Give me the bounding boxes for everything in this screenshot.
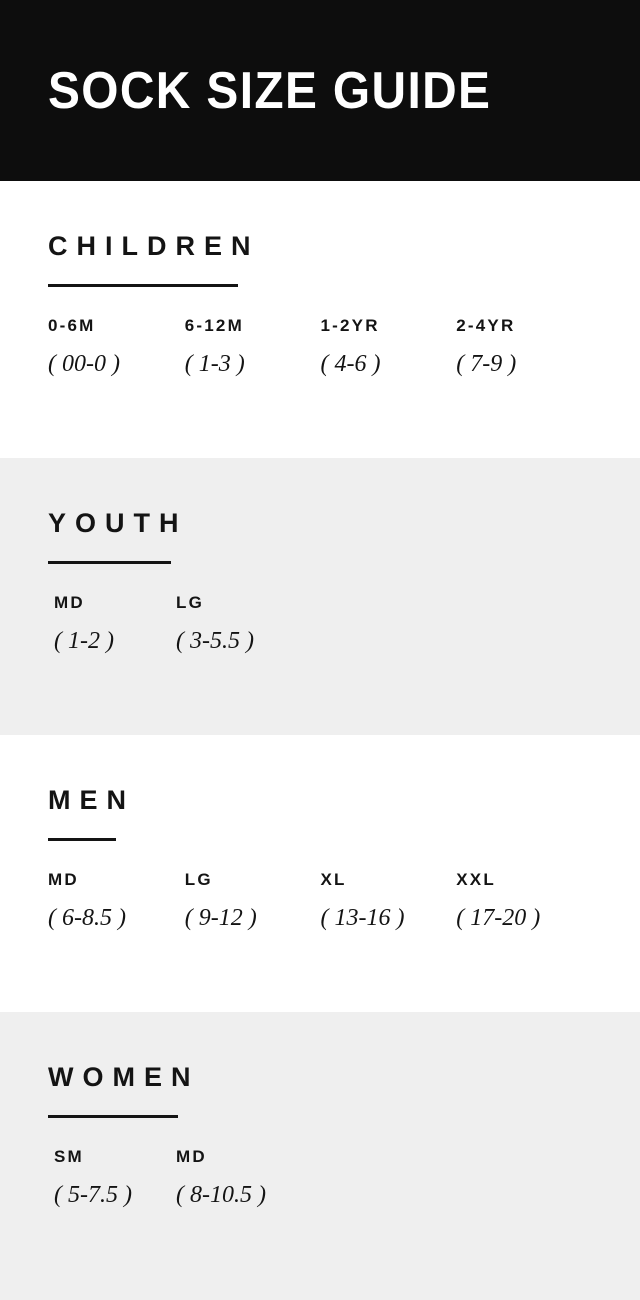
section-divider-youth: [48, 561, 171, 564]
size-item: [185, 317, 321, 376]
size-range: ( 4-6 ): [320, 351, 381, 377]
size-range: ( 1-2 ): [54, 628, 114, 654]
size-range: ( 9-12 ): [184, 905, 257, 931]
section-title-men: MEN: [48, 785, 135, 815]
size-label: 2-4YR: [456, 316, 516, 335]
size-label: XXL: [456, 870, 496, 889]
size-item: [185, 871, 321, 930]
size-item: [456, 871, 592, 930]
size-range: ( 5-7.5 ): [54, 1182, 132, 1208]
size-label: 0-6M: [48, 316, 96, 335]
size-item: [321, 871, 457, 930]
page-header: [0, 0, 640, 181]
size-range: ( 17-20 ): [456, 905, 541, 931]
section-divider-women: [48, 1115, 178, 1118]
size-item: [48, 317, 185, 376]
size-item: [54, 594, 176, 653]
size-label: XL: [320, 870, 347, 889]
size-label: MD: [48, 870, 79, 889]
section-divider-men: [48, 838, 116, 841]
size-label: MD: [176, 1147, 207, 1166]
size-range: ( 13-16 ): [320, 905, 405, 931]
size-row-youth: [48, 594, 592, 653]
size-range: ( 8-10.5 ): [176, 1182, 266, 1208]
size-label: 1-2YR: [320, 316, 380, 335]
size-item: [176, 1148, 313, 1207]
section-women: [0, 1012, 640, 1300]
section-divider-children: [48, 284, 238, 287]
size-label: LG: [184, 870, 213, 889]
size-range: ( 00-0 ): [48, 351, 120, 377]
size-range: ( 7-9 ): [456, 351, 517, 377]
section-title-children: CHILDREN: [48, 231, 260, 261]
size-item: [48, 871, 185, 930]
size-label: 6-12M: [184, 316, 244, 335]
size-label: LG: [176, 593, 205, 612]
size-range: ( 3-5.5 ): [176, 628, 254, 654]
section-title-women: WOMEN: [48, 1062, 200, 1092]
section-title-youth: YOUTH: [48, 508, 188, 538]
size-row-children: [48, 317, 592, 376]
size-item: [321, 317, 457, 376]
page-title: SOCK SIZE GUIDE: [48, 61, 492, 120]
size-row-men: [48, 871, 592, 930]
size-range: ( 6-8.5 ): [48, 905, 126, 931]
size-item: [456, 317, 592, 376]
size-row-women: [48, 1148, 592, 1207]
size-range: ( 1-3 ): [184, 351, 245, 377]
size-label: SM: [54, 1147, 84, 1166]
size-item: [54, 1148, 176, 1207]
section-children: [0, 181, 640, 458]
size-label: MD: [54, 593, 85, 612]
size-item: [176, 594, 313, 653]
section-men: [0, 735, 640, 1012]
section-youth: [0, 458, 640, 735]
